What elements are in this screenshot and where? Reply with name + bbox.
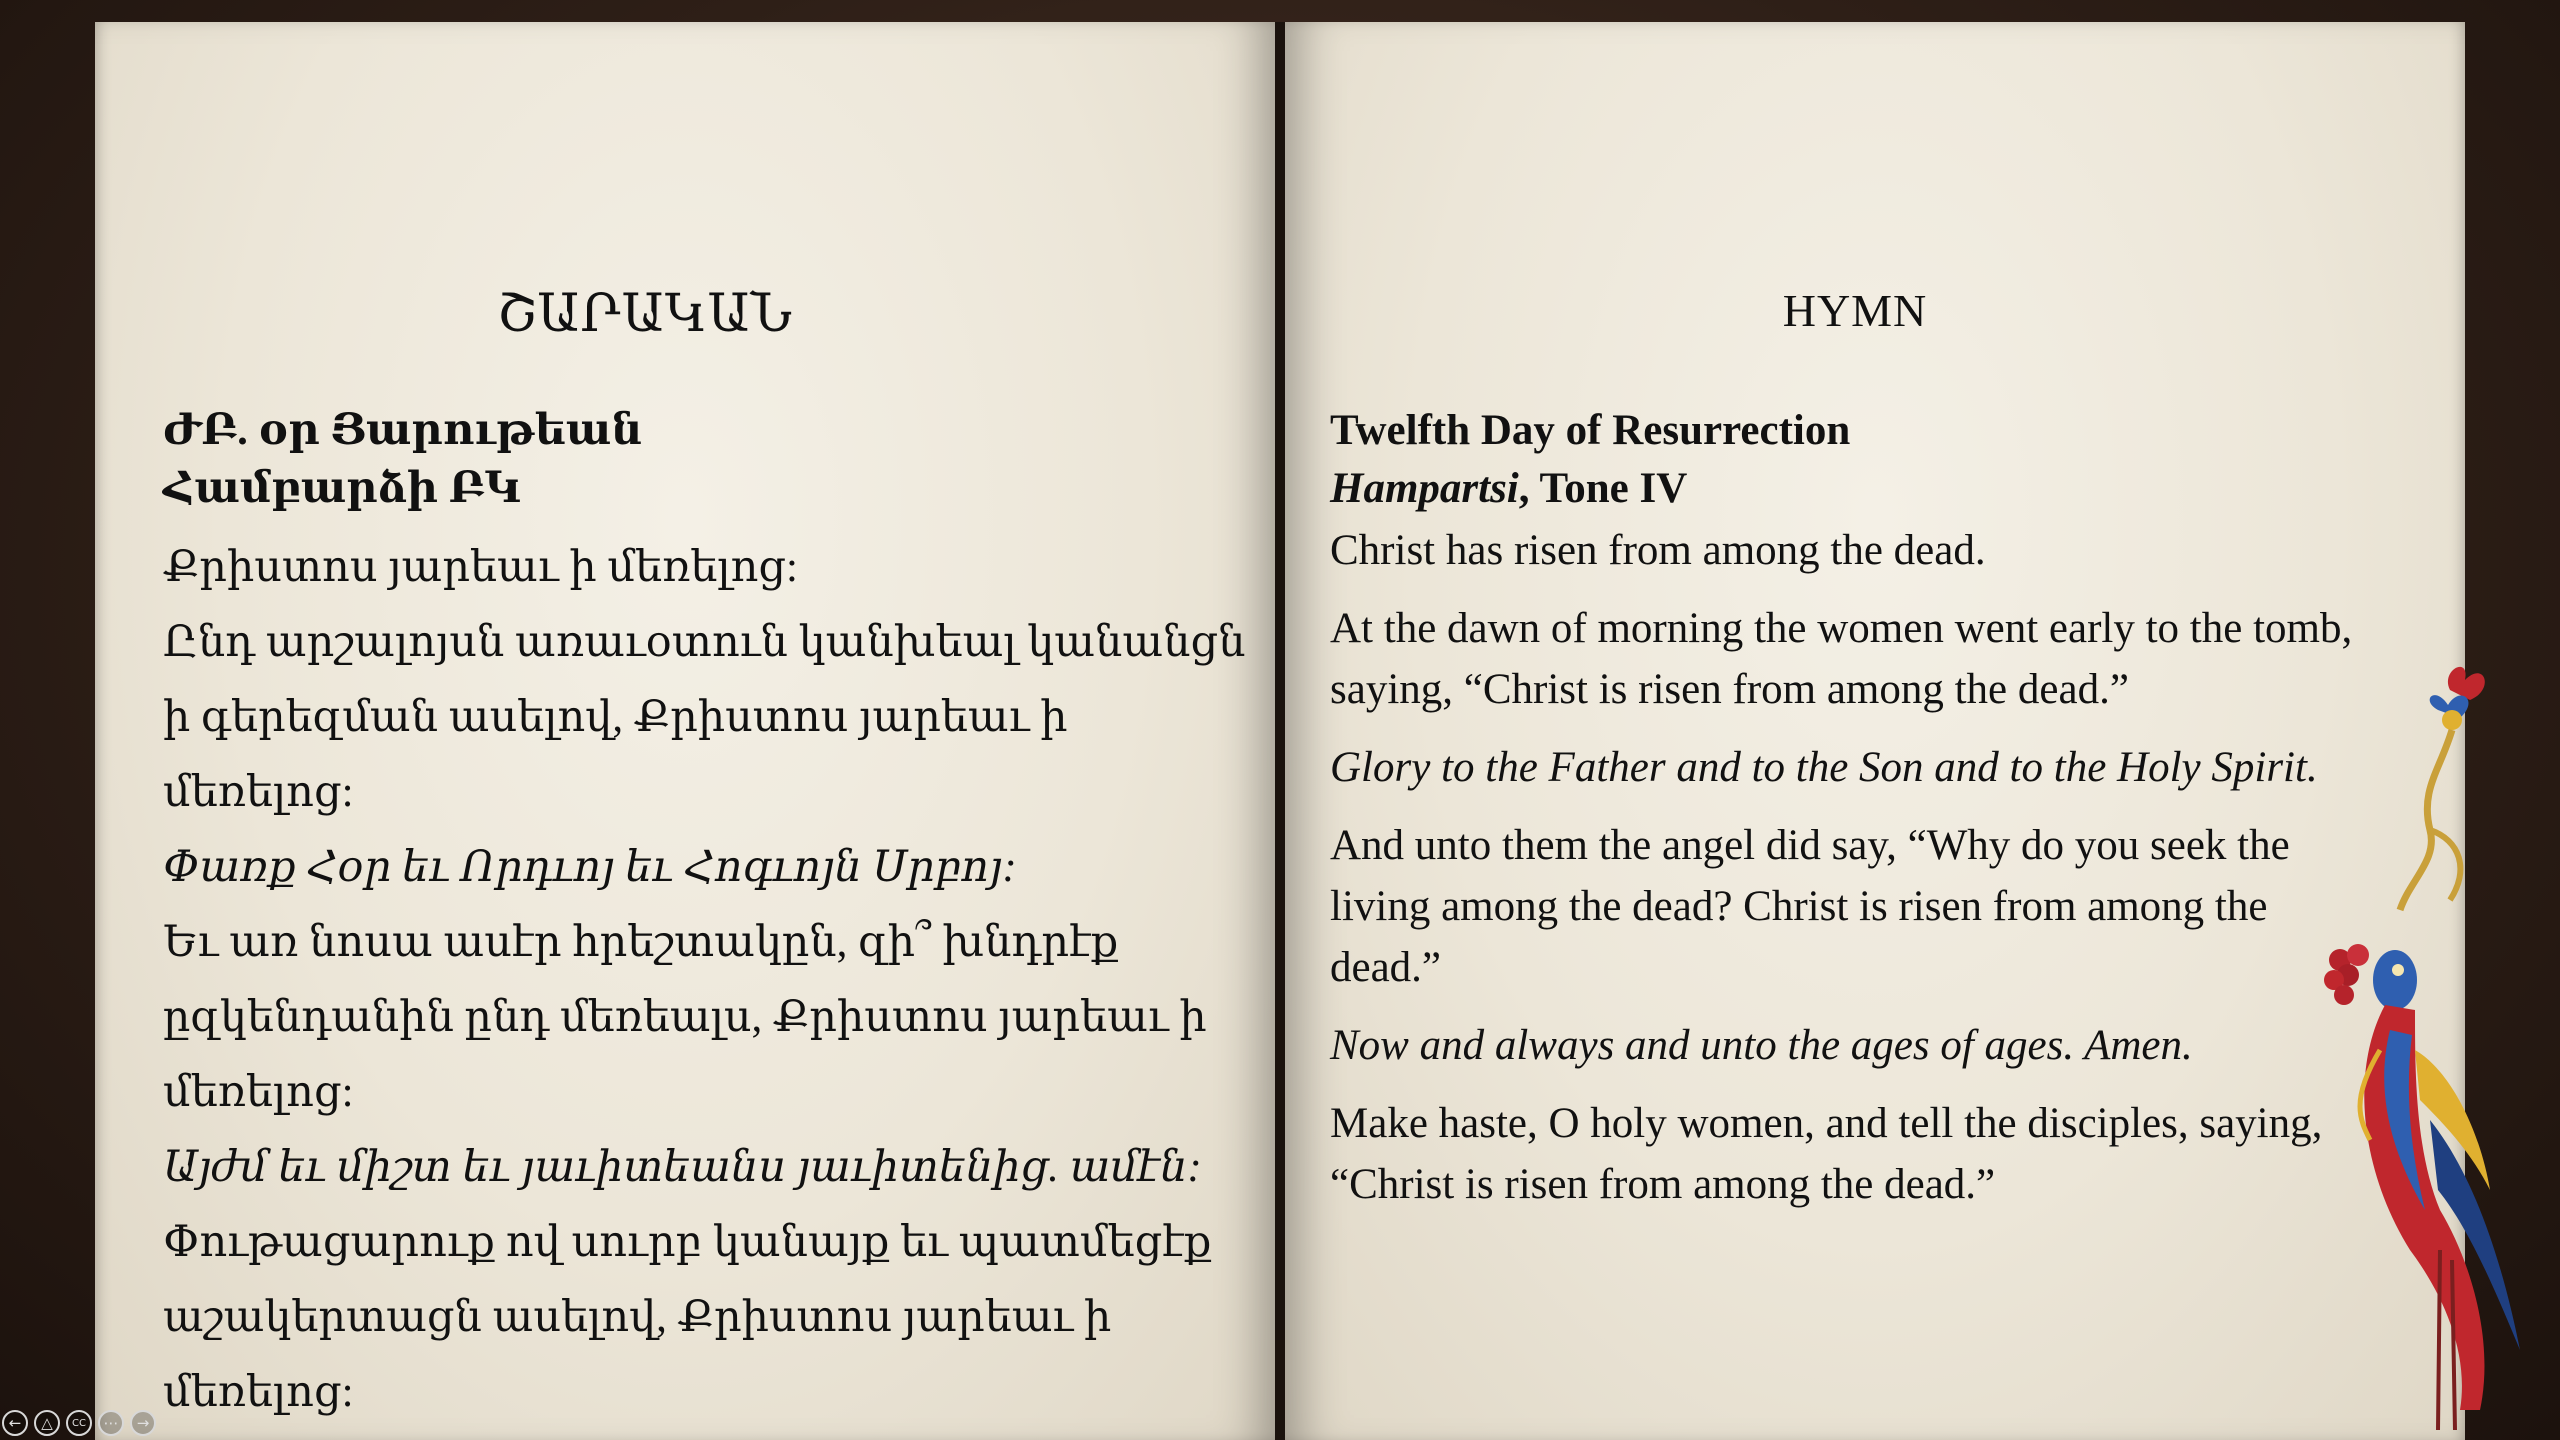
pen-icon[interactable]: △	[34, 1410, 60, 1436]
hymn-name: Hampartsi	[1330, 465, 1519, 512]
doxology-armenian: Փառք Հօր եւ Որդւոյ եւ Հոգւոյն Սրբոյ:	[163, 844, 1017, 891]
forward-icon[interactable]: →	[130, 1410, 156, 1436]
verse-english: And unto them the angel did say, “Why do you seek the living among the dead? Christ is risen from among the dead.”	[1330, 822, 2290, 991]
captions-icon[interactable]: CC	[66, 1410, 92, 1436]
verse-armenian: Փութացարուք ով սուրբ կանայք եւ պատմեցէք աշակերտացն ասելով, Քրիստոս յարեաւ ի մեռելոց:	[163, 1219, 1212, 1416]
verse-english: At the dawn of morning the women went early to the tomb, saying, “Christ is risen from among the dead.”	[1330, 605, 2353, 713]
left-page-content	[163, 402, 1263, 1430]
bird-ornament-illustration	[2320, 650, 2560, 1440]
right-page-content	[1330, 402, 2370, 1232]
verse-armenian: Քրիստոս յարեաւ ի մեռելոց:	[163, 544, 798, 591]
back-icon[interactable]: ←	[2, 1410, 28, 1436]
page-title-english: HYMN	[1782, 285, 1928, 336]
verse-english: Christ has risen from among the dead.	[1330, 527, 1986, 574]
slideshow-controls	[2, 1410, 156, 1436]
heading-line-1: ԺԲ. օր Յարութեան	[163, 407, 643, 454]
left-page	[95, 22, 1275, 1440]
verse-armenian: Ընդ արշալոյսն առաւօտուն կանխեալ կանանցն ի գերեզման ասելով, Քրիստոս յարեաւ ի մեռելոց:	[163, 619, 1246, 816]
hymn-heading-armenian	[163, 402, 1263, 518]
page-title-armenian: ՇԱՐԱԿԱՆ	[497, 286, 793, 343]
doxology-english: Glory to the Father and to the Son and to the Holy Spirit.	[1330, 744, 2318, 791]
hymn-tone: , Tone IV	[1518, 465, 1688, 512]
doxology-english: Now and always and unto the ages of ages. Amen.	[1330, 1022, 2193, 1069]
heading-line-1: Twelfth Day of Resurrection	[1330, 407, 1851, 454]
flower-top	[2430, 667, 2485, 730]
more-icon[interactable]: ⋯	[98, 1410, 124, 1436]
verse-english: Make haste, O holy women, and tell the disciples, saying, “Christ is risen from among the dead.”	[1330, 1100, 2323, 1208]
hymn-heading-english	[1330, 402, 2370, 518]
grape-cluster	[2324, 944, 2369, 1005]
heading-line-2: Համբարձի ԲԿ	[163, 465, 521, 512]
heading-line-2	[1330, 460, 2370, 518]
verse-armenian: Եւ առ նոսա ասէր հրեշտակըն, զի՞ խնդրէք ըզկենդանին ընդ մեռեալս, Քրիստոս յարեաւ ի մեռելոց:	[163, 919, 1207, 1116]
book-spine	[1275, 22, 1285, 1440]
doxology-armenian: Այժմ եւ միշտ եւ յաւիտեանս յաւիտենից. ամէն:	[163, 1144, 1202, 1191]
right-page	[1285, 22, 2465, 1440]
bird-body	[2360, 950, 2520, 1430]
